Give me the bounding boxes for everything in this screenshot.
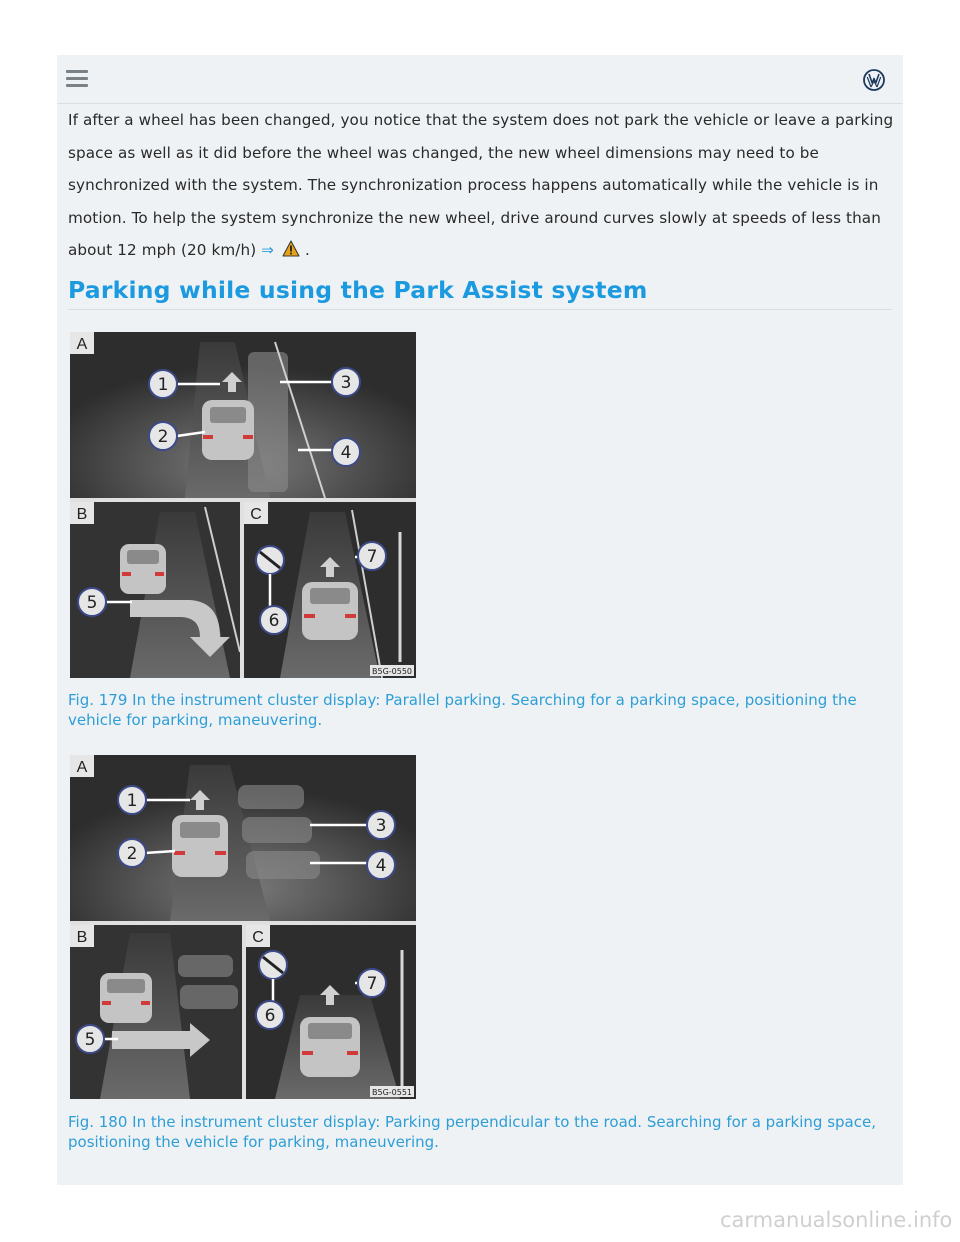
- svg-text:1: 1: [157, 375, 169, 395]
- svg-text:3: 3: [375, 816, 387, 836]
- callout-2: [149, 422, 177, 450]
- svg-text:4: 4: [340, 443, 352, 463]
- callout-6: [256, 1001, 284, 1029]
- svg-text:2: 2: [157, 427, 169, 447]
- callout-5: [76, 1025, 104, 1053]
- warning-triangle-icon[interactable]: [282, 240, 300, 257]
- watermark-text: carmanualsonline.info: [720, 1208, 953, 1232]
- figure-179-caption: Fig. 179 In the instrument cluster display: Parallel parking. Searching for a parking space, positioning the vehicle for parking, maneuvering.: [68, 691, 857, 729]
- callout-7: [358, 969, 386, 997]
- svg-text:7: 7: [366, 974, 378, 994]
- callout-7: [358, 542, 386, 570]
- svg-text:2: 2: [126, 844, 138, 864]
- svg-text:6: 6: [264, 1006, 276, 1026]
- callout-5: [78, 588, 106, 616]
- svg-text:3: 3: [340, 373, 352, 393]
- panel-label-c: C: [252, 929, 264, 946]
- section-divider: [68, 309, 892, 310]
- vw-logo-icon[interactable]: [862, 68, 886, 92]
- callout-4: [367, 851, 395, 879]
- svg-text:7: 7: [366, 547, 378, 567]
- svg-text:6: 6: [268, 611, 280, 631]
- figure-180-caption: Fig. 180 In the instrument cluster display: Parking perpendicular to the road. Searching for a parking space, positioning the vehicle for parking, maneuvering.: [68, 1113, 876, 1151]
- svg-text:1: 1: [126, 791, 138, 811]
- panel-label-a: A: [76, 336, 88, 353]
- figure-code: B5G-0550: [371, 667, 413, 676]
- callout-4: [332, 438, 360, 466]
- panel-label-a: A: [76, 759, 88, 776]
- figure-179-illustration: [70, 332, 416, 678]
- section-heading: Parking while using the Park Assist system: [68, 276, 648, 304]
- top-bar: [57, 55, 903, 104]
- svg-text:5: 5: [86, 593, 98, 613]
- panel-label-b: B: [76, 506, 88, 523]
- hamburger-menu-icon[interactable]: [66, 70, 88, 88]
- cross-reference-arrow[interactable]: ⇒: [261, 241, 274, 259]
- callout-1: [149, 370, 177, 398]
- callout-2: [118, 839, 146, 867]
- callout-3: [367, 811, 395, 839]
- callout-6: [260, 606, 288, 634]
- panel-label-b: B: [76, 929, 88, 946]
- body-paragraph: [68, 104, 894, 267]
- callout-3: [332, 368, 360, 396]
- svg-text:5: 5: [84, 1030, 96, 1050]
- figure-code: B5G-0551: [371, 1088, 413, 1097]
- body-paragraph-end: .: [304, 241, 310, 259]
- figure-180-illustration: [70, 755, 416, 1099]
- panel-label-c: C: [250, 506, 262, 523]
- svg-text:4: 4: [375, 856, 387, 876]
- callout-1: [118, 786, 146, 814]
- body-paragraph-text: If after a wheel has been changed, you notice that the system does not park the vehicle or leave a parking space as well as it did before the wheel was changed, the new wheel dimensions may need to be synchronized with the system. The synchronization process happens automatically while the vehicle is in motion. To help the system synchronize the new wheel, drive around curves slowly at speeds of less than about 12 mph (20 km/h): [68, 111, 894, 259]
